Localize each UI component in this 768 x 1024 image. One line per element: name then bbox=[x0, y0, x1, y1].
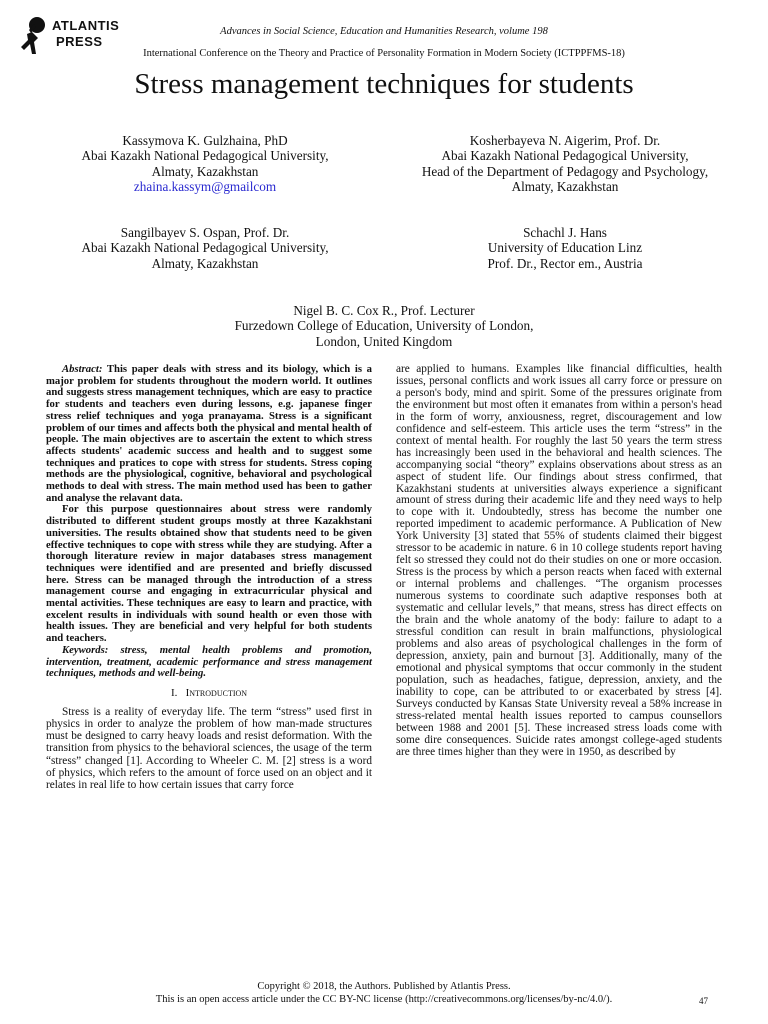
author-name: Nigel B. C. Cox R., Prof. Lecturer bbox=[293, 303, 475, 318]
section-title: Introduction bbox=[185, 686, 248, 699]
license-footer bbox=[20, 980, 748, 1006]
abstract-label: Abstract: bbox=[62, 363, 103, 375]
conference-name: International Conference on the Theory and Practice of Personality Formation in Modern Society (ICTPPFMS-18) bbox=[143, 48, 625, 59]
keywords-label: Keywords: bbox=[62, 643, 109, 656]
author-name: Kosherbayeva N. Aigerim, Prof. Dr. bbox=[469, 133, 661, 148]
author-block-4 bbox=[395, 225, 735, 271]
author-affiliation: Abai Kazakh National Pedagogical University, bbox=[81, 148, 329, 164]
author-location: London, United Kingdom bbox=[315, 333, 453, 349]
intro-paragraph-right: are applied to humans. Examples like financial difficulties, health issues, personal conflicts and work issues all carry force or pressure on a person's body, mind and spirit. Some of the pressures originate from the environment but most often it emanates from within a person's head in the form of worry, anxiousness, regret, discouragement and low confidence and self-esteem. This article uses the term “stress” in the context of mental health. For roughly the last 50 years the term stress has increasingly been used in the behavioral and health sciences. The accompanying social “theory” explains observations about stress as an aspect of student life. Our findings about stress confirmed, that Kazakhstani students at universities always experience a significant amount of stress during their academic life and they need ways to help to cope with it. Undoubtedly, stress has become the number one reported impediment to academic performance. A Publication of New York University [3] stated that 55% of students claimed their biggest stressor to be academic in nature. 6 in 10 college students report having felt so stressed they could not do their studies on one or more occasion. Stress is the process by which a person reacts when faced with external or internal problems and challenges. “The organism processes numerous systems to coordinate such adaptive responses both at systematic and cellular levels,” that means, stress has direct effects on the brain and the whole anatomy of the body: failure to adapt to a stressful condition can result in brain malfunctions, physiological problems and also areas of psychological challenges in the form of depression, anxiety, pain and burnout [3]. Additionally, many of the emotional and physical symptoms that occur commonly in the student population, such as headaches, fatigue, depression, anxiety, and the inability to cope, can be attributed to or exacerbated by stress [4]. Surveys conducted by Kansas State University reveal a 58% increase in stress-related mental health issues reported to campus counsellors between 1988 and 2001 [5]. These increased stress loads come with some dire consequences. Suicide rates amongst college-aged students are three times higher than they were in 1950, as described by bbox=[396, 363, 722, 758]
author-name: Sangilbayev S. Ospan, Prof. Dr. bbox=[120, 225, 290, 240]
paper-title: Stress management techniques for students bbox=[134, 68, 634, 100]
page-number: 47 bbox=[699, 996, 708, 1006]
author-title: Prof. Dr., Rector em., Austria bbox=[487, 255, 643, 271]
author-block-1 bbox=[40, 133, 370, 195]
author-location: Almaty, Kazakhstan bbox=[151, 255, 259, 271]
author-email-link[interactable]: zhaina.kassym@gmailcom bbox=[133, 179, 277, 195]
author-affiliation: Abai Kazakh National Pedagogical University, bbox=[441, 148, 689, 164]
author-name: Kassymova K. Gulzhaina, PhD bbox=[122, 133, 288, 148]
author-block-2 bbox=[395, 133, 735, 195]
author-location: Almaty, Kazakhstan bbox=[511, 179, 619, 195]
abstract-paragraph-2: For this purpose questionnaires about stress were randomly distributed to different student groups mostly at three Kazakhstani universities. The results obtained show that students need to be given effective techniques to cope with stress while they are studying. After a thorough literature review in major databases stress management techniques were identified and are presented and briefly discussed here. Stress can be managed through the introduction of a stress management course and engaging in extracurricular physical and mental activities. These techniques are easy to learn and practice, with excelent results in individuals with sound health or even those with health issues. They are beneficial and very helpful for both students and teachers. bbox=[46, 503, 372, 645]
keywords-text: stress, mental health problems and promotion, intervention, treatment, academic performance and stress management techniques, methods and well-being. bbox=[46, 643, 372, 680]
section-number: I. bbox=[170, 686, 178, 699]
author-block-5 bbox=[184, 303, 584, 349]
author-block-3 bbox=[40, 225, 370, 271]
abstract-text-1: This paper deals with stress and its biology, which is a major problem for students throughout the modern world. It outlines and suggests stress management techniques, which are easy to practice for students and teachers even during lessons, e.g. japanese finger stress relief techniques and yoga pranayama. Stress is a significant problem of our times and affects both the physical and mental health of people. The main objectives are to ascertain the extent to which stress affects students' academic success and health and to suggest some techniques and pratices to cope with stress for students. Stress coping methods are the physiological, cognitive, behavioral and psychological methods to deal with stress. The main method used has been to gather and analyse the relavant data. bbox=[46, 363, 372, 504]
logo-line-2: PRESS bbox=[56, 34, 103, 49]
author-location: Almaty, Kazakhstan bbox=[151, 163, 259, 179]
left-column bbox=[46, 364, 372, 791]
section-heading bbox=[46, 688, 372, 700]
abstract-paragraph-1 bbox=[46, 364, 372, 504]
journal-series: Advances in Social Science, Education and Humanities Research, volume 198 bbox=[220, 26, 548, 37]
author-affiliation: University of Education Linz bbox=[487, 240, 643, 256]
right-column bbox=[396, 364, 722, 758]
author-name: Schachl J. Hans bbox=[523, 225, 607, 240]
author-affiliation: Furzedown College of Education, University of London, bbox=[234, 318, 534, 334]
copyright-line: Copyright © 2018, the Authors. Published by Atlantis Press. bbox=[257, 981, 511, 992]
license-line: This is an open access article under the CC BY-NC license (http://creativecommons.org/licenses/by-nc/4.0/). bbox=[155, 994, 613, 1005]
logo-line-1: ATLANTIS bbox=[52, 18, 120, 33]
intro-paragraph-left: Stress is a reality of everyday life. The term “stress” used first in physics in order to analyze the problem of how man-made structures must be designed to carry heavy loads and resist deformation. With the transition from physics to the behavioral sciences, the usage of the term “stress” changed [1]. According to Wheeler C. M. [2] stress is a word of physics, which refers to the amount of force used on an object and it relates in real life to how certain issues that carry force bbox=[46, 705, 372, 791]
author-department: Head of the Department of Pedagogy and Psychology, bbox=[421, 163, 709, 179]
author-affiliation: Abai Kazakh National Pedagogical University, bbox=[81, 240, 329, 256]
keywords-paragraph bbox=[46, 645, 372, 680]
